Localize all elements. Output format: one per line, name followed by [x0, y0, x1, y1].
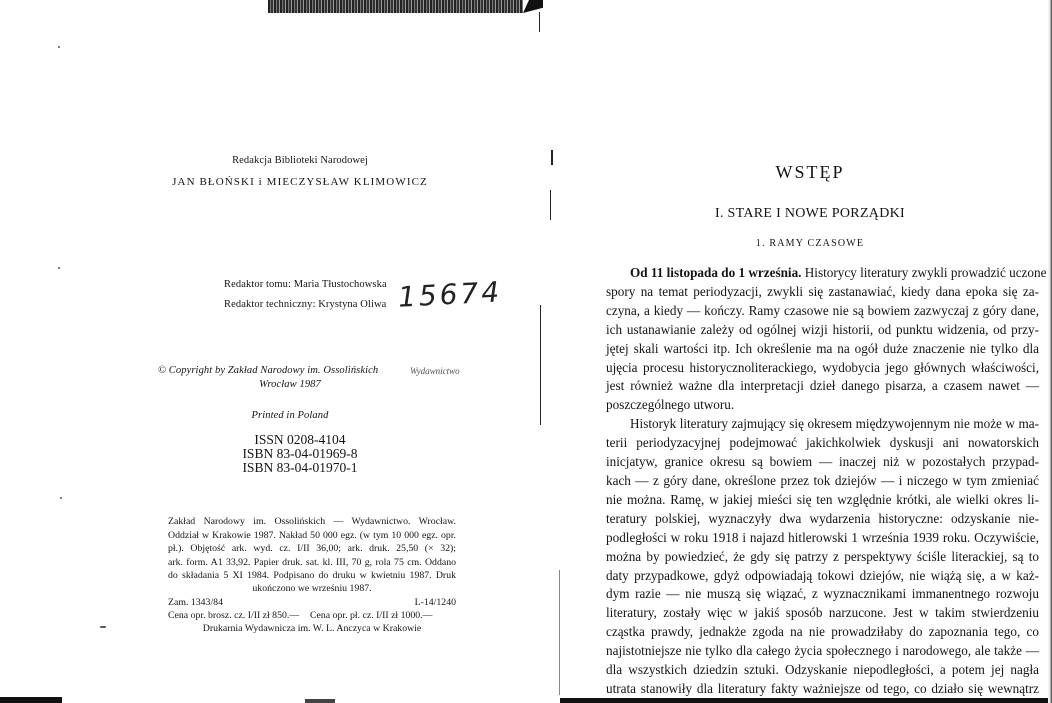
scan-artifact-top-corner	[523, 0, 543, 13]
body-line: cząstka prawdy, jednakże zgoda na nie prowadziłaby do zapoznania tego, co	[606, 624, 1039, 640]
body-line: teratury polskiej, wyznaczyły dwa wydarzenia historyczne: odzyskanie nie-	[606, 510, 1039, 526]
copyright-place-year: Wrocław 1987	[259, 379, 321, 390]
isbn-2: ISBN 83-04-01970-1	[242, 460, 358, 475]
body-line: jest również ważne dla interpretacji dzieł danego pisarza, a czasem nawet —	[606, 378, 1039, 394]
gutter-line	[559, 570, 560, 695]
body-line: nie można. Ramę, w jakiej mieści się ten względnie krótki, ale wielki okres li-	[606, 491, 1039, 507]
body-line: kach — z góry dane, określone przez tok dziejów — i niczego w tym zmieniać	[606, 472, 1039, 488]
scan-artifact-right-edge	[1048, 0, 1052, 703]
issn: ISSN 0208-4104	[254, 432, 346, 447]
body-line: utrata stanowiły dla literatury fakty ważniejsze od tego, co działo się wewnątrz	[606, 680, 1039, 696]
editors-heading: Redakcja Biblioteki Narodowej	[232, 155, 368, 166]
speck	[60, 497, 62, 499]
section-heading: 1. RAMY CZASOWE	[755, 238, 865, 249]
gutter-line	[539, 12, 540, 32]
lead-in: Od 11 listopada do 1 września.	[630, 265, 802, 280]
body-line: inicjatyw, granice okresu są bowiem — inaczej niż w pozostałych przypad-	[606, 454, 1039, 470]
body-line: terii periodyzacyjnej podejmować jakichkolwiek dyskusji ani nowatorskich	[606, 435, 1039, 451]
body-line: ujęcia procesu historycznoliterackiego, wydobycia jego głównych właściwości,	[606, 359, 1039, 375]
body-line: Historyk literatury zajmujący się okresem międzywojennym nie może w ma-	[630, 416, 1039, 432]
price-paperback: Cena opr. brosz. cz. I/II zł 850.—	[168, 610, 300, 621]
body-line: Od 11 listopada do 1 września. Historycy literatury zwykli prowadzić uczone	[630, 265, 1047, 280]
imprint-finish: ukończono we wrześniu 1987.	[252, 583, 372, 594]
body-line: najistotniejsze nie tylko dla całego życia społecznego i narodowego, ale także —	[606, 643, 1039, 659]
body-line: czyna, a kiedy — kończy. Ramy czasowe nie są bowiem zazwyczaj z góry dane,	[606, 302, 1039, 318]
printer: Drukarnia Wydawnicza im. W. L. Anczyca w Krakowie	[202, 623, 422, 634]
copyright-publisher: Wydawnictwo	[410, 366, 460, 376]
technical-editor: Redaktor techniczny: Krystyna Oliwa	[224, 299, 387, 310]
gutter-mark	[550, 190, 551, 220]
volume-editor: Redaktor tomu: Maria Tłustochowska	[224, 279, 387, 290]
body-line: daty przypadkowe, gdyż odpowiadają tokowi dziejów, nie wiążą się, a w każ-	[606, 567, 1039, 583]
body-line: dla wszystkich dziedzin sztuki. Odzyskanie niepodległości, a potem jej nagła	[606, 662, 1039, 678]
handwritten-inventory-number: 15674	[397, 275, 503, 314]
body-line: dym razie — nie muszą się wiązać, z wyznacznikami immanentnego rozwoju	[606, 586, 1039, 602]
speck	[100, 626, 106, 628]
scan-artifact-bottom-mid	[305, 699, 335, 703]
order-number: Zam. 1343/84	[168, 597, 223, 608]
price-cloth: Cena opr. pł. cz. I/II zł 1000.—	[310, 610, 433, 621]
body-line: literatury, zostały więc w jakiś sposób narzucone. Jest w takim stwierdzeniu	[606, 605, 1039, 621]
body-line: ich ustanawianie zależy od ogólnej wizji historii, od punktu widzenia, od przy-	[606, 321, 1039, 337]
imprint-line: pł.). Objętość ark. wyd. cz. I/II 36,00; ark. druk. 25,50 (× 32);	[168, 543, 456, 555]
scan-artifact-top	[268, 0, 523, 13]
chapter-heading: I. STARE I NOWE PORZĄDKI	[714, 206, 905, 221]
body-line: jętej skali wartości itp. Ich określenie ma na ogół duże znaczenie nie tylko dla	[606, 340, 1039, 356]
scan-artifact-bottom-left	[0, 697, 62, 703]
isbn-1: ISBN 83-04-01969-8	[242, 446, 358, 461]
imprint-line: ark. form. A1 33,92. Papier druk. sat. kl. III, 70 g, rola 75 cm. Oddano	[168, 556, 456, 568]
imprint-line: Zakład Narodowy im. Ossolińskich — Wydawnictwo. Wrocław.	[168, 516, 456, 527]
copyright-line: © Copyright by Zakład Narodowy im. Ossolińskich	[158, 365, 379, 376]
printed-in: Printed in Poland	[251, 410, 329, 421]
speck	[58, 46, 60, 48]
body-line: podległości w roku 1918 i najazd hitlerowski 1 września 1939 roku. Oczywiście,	[606, 529, 1039, 545]
speck	[58, 267, 60, 269]
order-code: L-14/1240	[414, 597, 456, 608]
body-line: poszczególnego utworu.	[606, 397, 735, 413]
gutter-line	[540, 305, 541, 425]
editors-names: JAN BŁOŃSKI i MIECZYSŁAW KLIMOWICZ	[172, 176, 428, 188]
imprint-line: do składania 5 XI 1984. Podpisano do druku w kwietniu 1987. Druk	[168, 570, 456, 582]
imprint-line: Oddział w Krakowie 1987. Nakład 50 000 egz. (w tym 10 000 egz. opr.	[168, 529, 456, 541]
body-line: spory na temat periodyzacji, zwykli się zastanawiać, kiedy dana epoka się za-	[606, 283, 1039, 299]
body-line: można by powiedzieć, że gdy się patrzy z perspektywy ściśle literackiej, są to	[606, 548, 1039, 564]
body-text	[606, 264, 1047, 699]
page-title: WSTĘP	[775, 162, 845, 182]
imprint-block	[168, 515, 456, 583]
gutter-mark	[551, 150, 553, 165]
